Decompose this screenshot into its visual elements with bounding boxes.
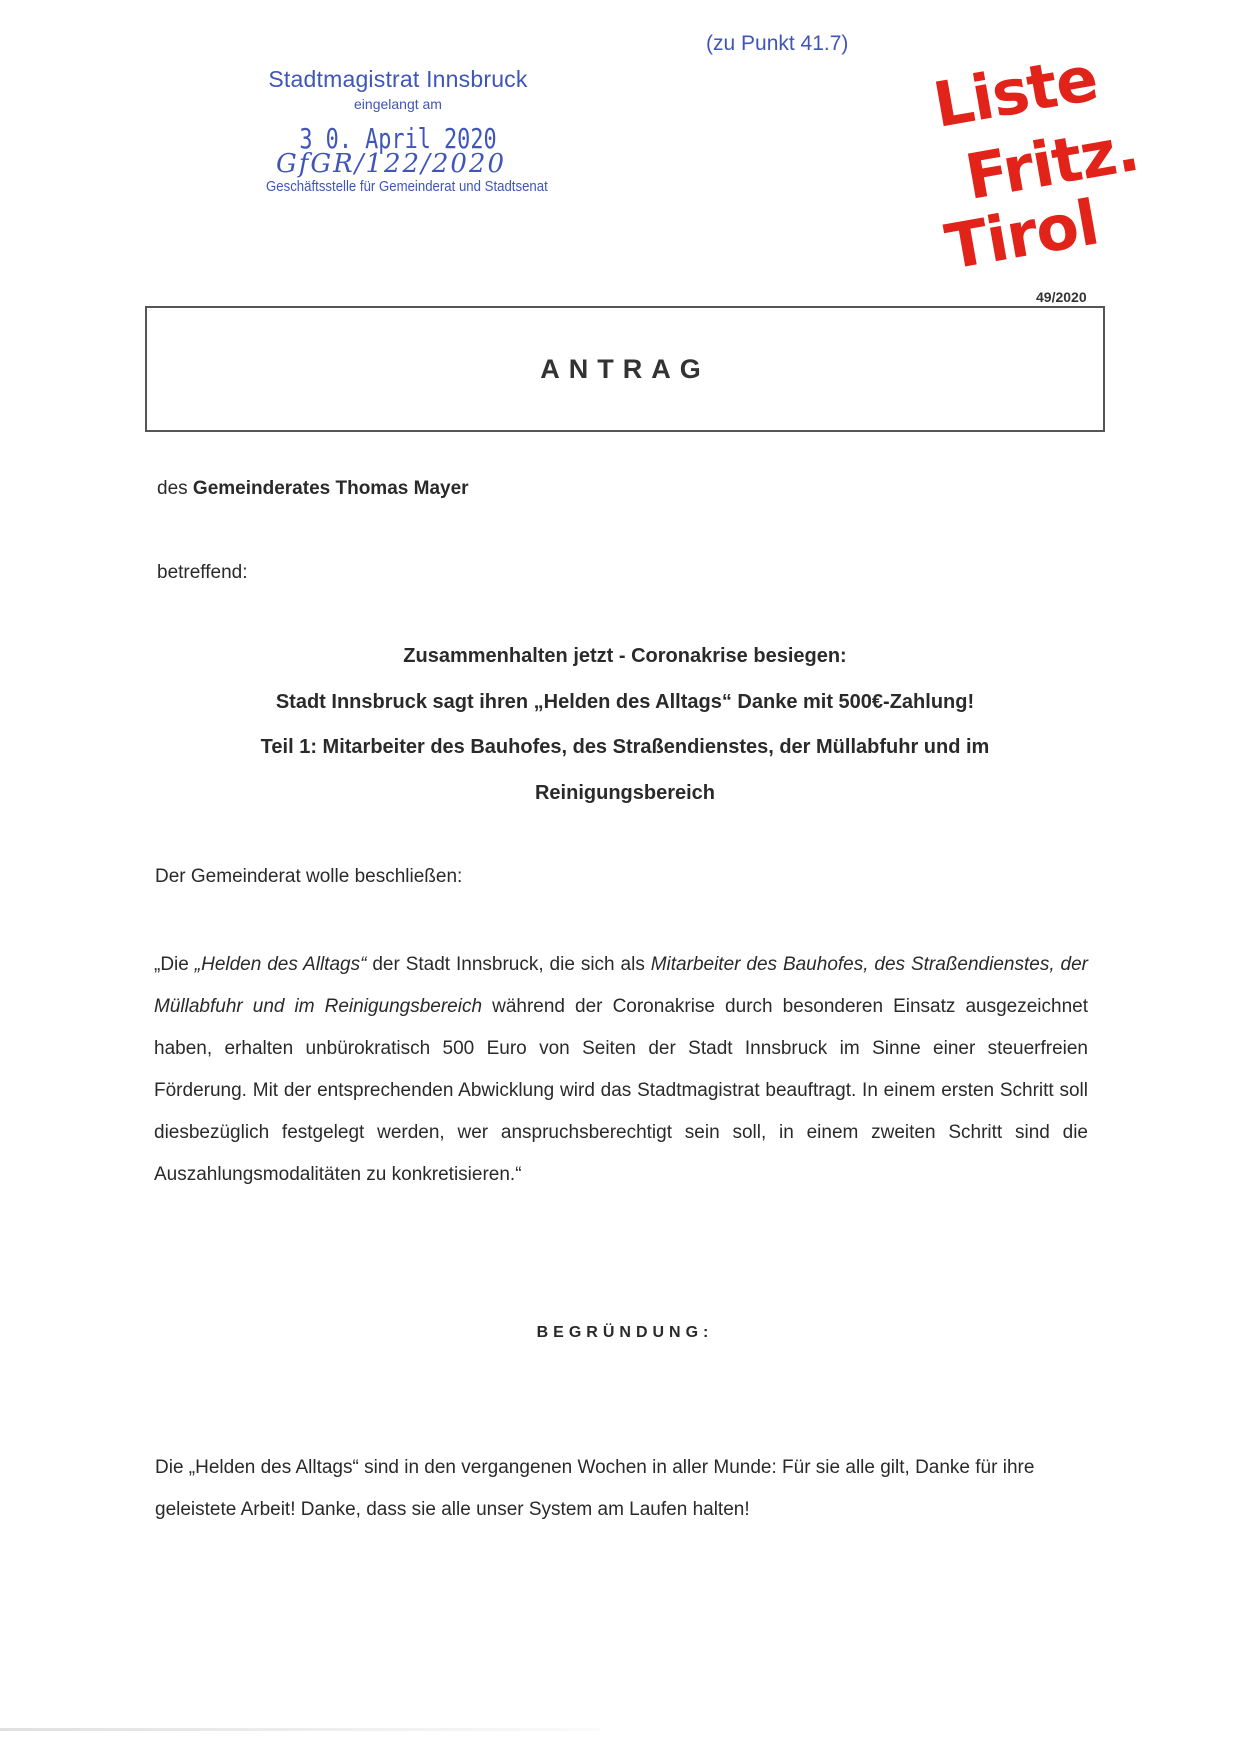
stamp-date: 3 0. April 2020 xyxy=(299,122,497,155)
reason-paragraph: Die „Helden des Alltags“ sind in den vergangenen Wochen in aller Munde: Für sie alle gilt, Danke für ihre geleistete Arbeit! Danke, dass sie alle unser System am Laufen halten! xyxy=(155,1457,1035,1520)
submitter-line xyxy=(157,478,469,500)
document-title: ANTRAG xyxy=(540,353,710,384)
liste-fritz-tirol-logo xyxy=(928,41,1188,284)
resolution-intro: Der Gemeinderat wolle beschließen: xyxy=(155,866,463,887)
stamp-received-label: eingelangt am xyxy=(354,96,442,112)
stamp-file-number: GfGR/122/2020 xyxy=(275,149,507,179)
reference-note: (zu Punkt 41.7) xyxy=(706,32,849,55)
motion-part-1: „Die xyxy=(154,954,195,975)
logo-line-3: Tirol xyxy=(940,185,1104,284)
headline-line-2: Stadt Innsbruck sagt ihren „Helden des Alltags“ Danke mit 500€-Zahlung! xyxy=(275,691,975,713)
reason-heading: BEGRÜNDUNG: xyxy=(536,1324,714,1341)
received-stamp xyxy=(248,66,548,195)
motion-part-4: Mitarbeiter des Bauhofes, des Straßendienstes, der Müllabfuhr und im Reinigungsbereich xyxy=(154,954,1088,1017)
motion-part-5: während der Coronakrise durch besonderen Einsatz ausgezeichnet haben, erhalten unbürokratisch 500 Euro von Seiten der Stadt Innsbruck im Sinne einer steuerfreien Förderung. Mit der entsprechenden Abwicklung wird das Stadtmagistrat beauftragt. In einem ersten Schritt soll diesbezüglich festgelegt werden, wer anspruchsberechtigt sein soll, in einem zweiten Schritt sind die Auszahlungsmodalitäten zu konkretisieren.“ xyxy=(154,996,1088,1185)
submitter-prefix: des xyxy=(157,478,193,499)
motion-part-3: der Stadt Innsbruck, die sich als xyxy=(366,954,651,975)
stamp-title: Stadtmagistrat Innsbruck xyxy=(268,66,528,92)
scan-edge-line xyxy=(0,1728,600,1731)
concern-label: betreffend: xyxy=(157,562,248,583)
headline-line-1: Zusammenhalten jetzt - Coronakrise besiegen: xyxy=(403,645,847,667)
motion-text xyxy=(154,944,1088,1196)
motion-part-2: „Helden des Alltags“ xyxy=(194,954,367,975)
document-number: 49/2020 xyxy=(1036,289,1087,305)
headline-line-4: Reinigungsbereich xyxy=(534,782,716,804)
logo-line-2: Fritz. xyxy=(960,111,1144,214)
headline-line-3: Teil 1: Mitarbeiter des Bauhofes, des Straßendienstes, der Müllabfuhr und im xyxy=(260,736,990,758)
stamp-office: Geschäftsstelle für Gemeinderat und Stadtsenat xyxy=(266,178,548,195)
submitter-name: Gemeinderates Thomas Mayer xyxy=(192,478,469,499)
logo-line-1: Liste xyxy=(928,41,1103,142)
title-box xyxy=(145,306,1105,432)
